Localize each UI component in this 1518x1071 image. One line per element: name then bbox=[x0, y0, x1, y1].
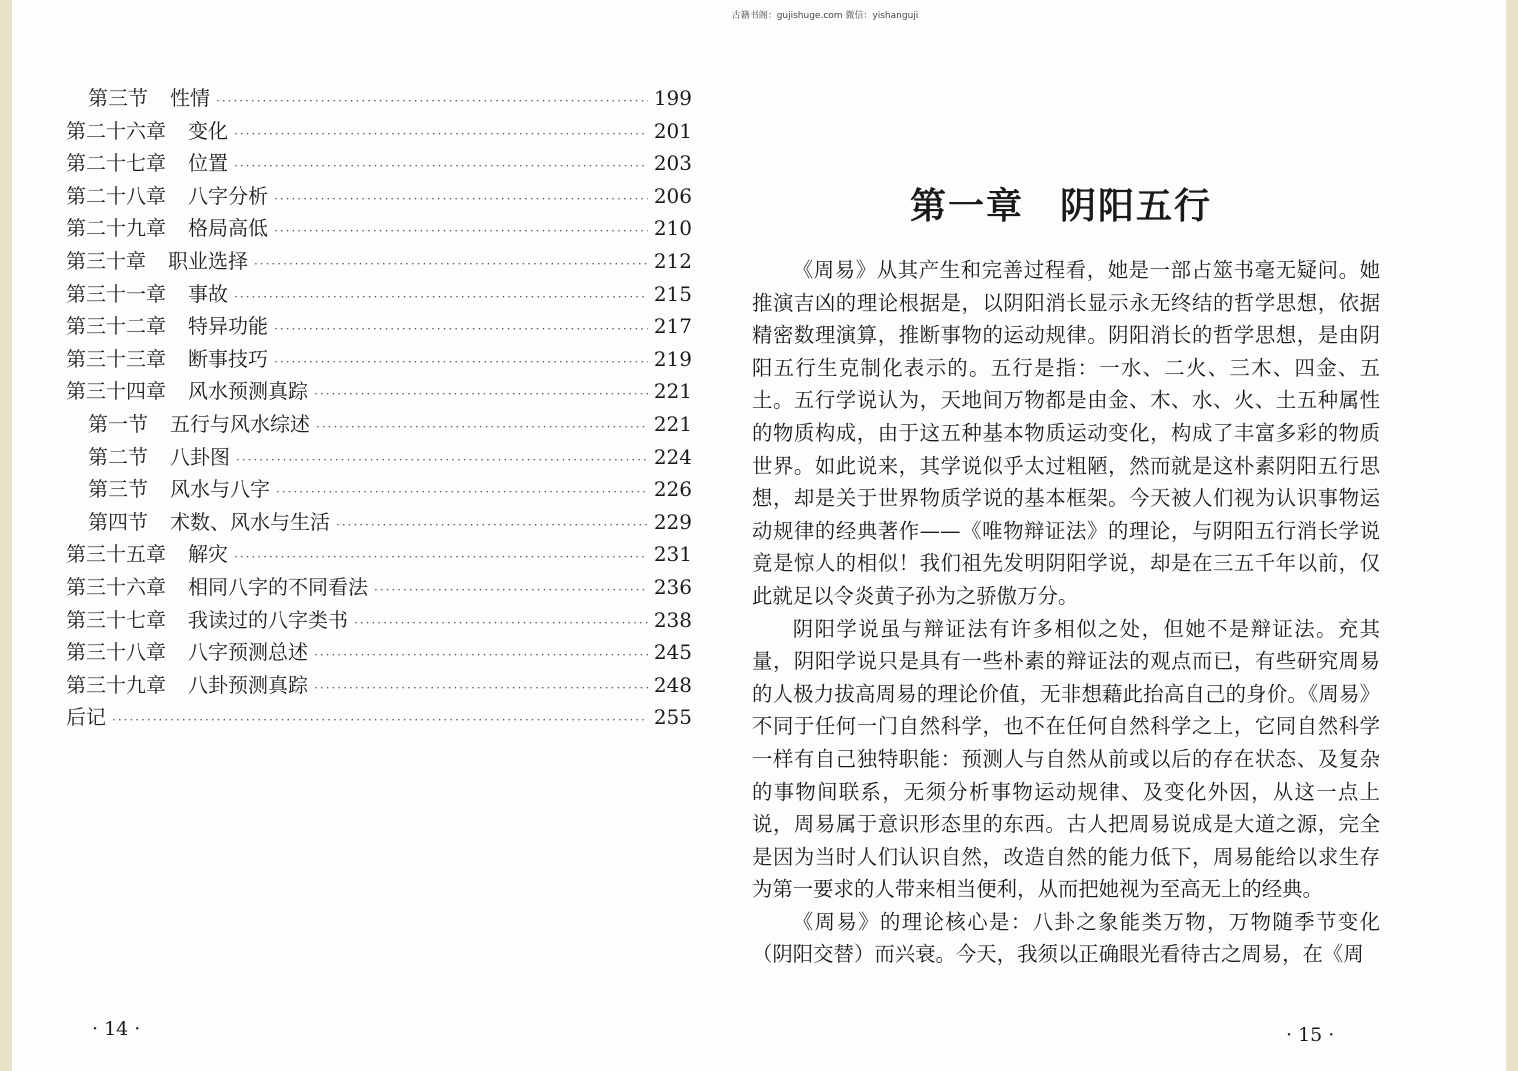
toc-entry-title: 八字分析 bbox=[188, 183, 268, 208]
toc-entry-page: 255 bbox=[653, 705, 692, 730]
toc-entry-page: 231 bbox=[653, 542, 692, 567]
toc-entry-title: 风水预测真踪 bbox=[188, 379, 308, 404]
toc-leader-dots bbox=[354, 607, 648, 640]
toc-leader-dots bbox=[274, 215, 648, 248]
toc-entry bbox=[66, 441, 692, 474]
toc-entry bbox=[66, 669, 692, 702]
toc-entry-title: 特异功能 bbox=[188, 314, 268, 339]
toc-entry-page: 238 bbox=[653, 607, 692, 632]
toc-leader-dots bbox=[274, 183, 648, 216]
toc-entry-chapter: 第三十二章 bbox=[66, 314, 166, 339]
chapter-body bbox=[752, 254, 1380, 971]
toc-entry-page: 210 bbox=[653, 216, 692, 241]
table-of-contents bbox=[66, 82, 692, 734]
toc-entry-title: 格局高低 bbox=[188, 216, 268, 241]
toc-entry-title: 职业选择 bbox=[168, 248, 248, 273]
toc-entry-chapter: 第三十八章 bbox=[66, 640, 166, 665]
toc-entry-title: 位置 bbox=[188, 151, 228, 176]
toc-entry-title: 八卦预测真踪 bbox=[188, 672, 308, 697]
toc-entry-title: 风水与八字 bbox=[170, 477, 270, 502]
toc-entry-page: 245 bbox=[653, 640, 692, 665]
toc-entry-title: 八卦图 bbox=[170, 444, 230, 469]
toc-entry bbox=[66, 278, 692, 311]
toc-entry-chapter: 第三十五章 bbox=[66, 542, 166, 567]
toc-entry bbox=[66, 375, 692, 408]
toc-entry-title: 断事技巧 bbox=[188, 346, 268, 371]
toc-entry bbox=[66, 701, 692, 734]
toc-entry-chapter: 第二节 bbox=[88, 444, 148, 469]
toc-entry-chapter: 第一节 bbox=[88, 411, 148, 436]
toc-entry-page: 248 bbox=[653, 672, 692, 697]
toc-leader-dots bbox=[316, 411, 648, 444]
toc-entry-chapter: 第三十章 bbox=[66, 248, 146, 273]
toc-entry bbox=[66, 538, 692, 571]
toc-entry-page: 229 bbox=[653, 509, 692, 534]
toc-entry-page: 221 bbox=[653, 411, 692, 436]
toc-entry-chapter: 第三十四章 bbox=[66, 379, 166, 404]
toc-entry-chapter: 第二十九章 bbox=[66, 216, 166, 241]
toc-entry-chapter: 第三十三章 bbox=[66, 346, 166, 371]
toc-entry-chapter: 第二十七章 bbox=[66, 151, 166, 176]
toc-entry-chapter: 第二十八章 bbox=[66, 183, 166, 208]
right-page-number: · 15 · bbox=[1286, 1024, 1335, 1046]
toc-entry bbox=[66, 310, 692, 343]
chapter-title: 阴阳五行 bbox=[1060, 185, 1213, 227]
toc-entry bbox=[66, 245, 692, 278]
toc-entry-page: 226 bbox=[653, 477, 692, 502]
toc-entry-chapter: 第三十一章 bbox=[66, 281, 166, 306]
toc-entry-title: 五行与风水综述 bbox=[170, 411, 310, 436]
toc-entry bbox=[66, 147, 692, 180]
toc-leader-dots bbox=[314, 672, 648, 705]
toc-entry-page: 217 bbox=[653, 314, 692, 339]
toc-entry-page: 199 bbox=[653, 86, 692, 110]
toc-leader-dots bbox=[216, 85, 648, 118]
page-edge-left bbox=[0, 0, 12, 1071]
toc-entry-chapter: 第三十六章 bbox=[66, 574, 166, 599]
left-page-number: · 14 · bbox=[92, 1018, 141, 1040]
toc-leader-dots bbox=[254, 248, 648, 281]
toc-entry-chapter: 第三十九章 bbox=[66, 672, 166, 697]
paragraph: 《周易》从其产生和完善过程看，她是一部占筮书毫无疑问。她推演吉凶的理论根据是，以阴阳消长显示永无终结的哲学思想，依据精密数理演算，推断事物的运动规律。阴阳消长的哲学思想，是由阴阳五行生克制化表示的。五行是指：一水、二火、三木、四金、五土。五行学说认为，天地间万物都是由金、木、水、火、土五种属性的物质构成，由于这五种基本物质运动变化，构成了丰富多彩的物质世界。如此说来，其学说似乎太过粗陋，然而就是这朴素阴阳五行思想，却是关于世界物质学说的基本框架。今天被人们视为认识事物运动规律的经典著作——《唯物辩证法》的理论，与阴阳五行消长学说竟是惊人的相似！我们祖先发明阴阳学说，却是在三五千年以前，仅此就足以令炎黄子孙为之骄傲万分。 bbox=[752, 258, 1380, 608]
toc-leader-dots bbox=[374, 574, 648, 607]
toc-leader-dots bbox=[234, 118, 648, 151]
toc-entry-title: 变化 bbox=[188, 118, 228, 143]
toc-entry bbox=[66, 604, 692, 637]
watermark: 古籍书阁：gujishuge.com 微信：yishanguji bbox=[731, 11, 919, 21]
toc-entry-title: 八字预测总述 bbox=[188, 640, 308, 665]
toc-entry bbox=[66, 212, 692, 245]
toc-entry-page: 221 bbox=[653, 379, 692, 404]
toc-entry-chapter: 第三节 bbox=[88, 477, 148, 502]
chapter-number: 第一章 bbox=[910, 185, 1025, 227]
toc-leader-dots bbox=[234, 541, 648, 574]
toc-leader-dots bbox=[234, 281, 648, 314]
toc-entry bbox=[66, 82, 692, 115]
toc-entry-title: 事故 bbox=[188, 281, 228, 306]
toc-entry-page: 219 bbox=[653, 346, 692, 371]
toc-entry-title: 解灾 bbox=[188, 542, 228, 567]
toc-leader-dots bbox=[236, 444, 648, 477]
toc-entry-title: 相同八字的不同看法 bbox=[188, 574, 368, 599]
toc-entry-page: 236 bbox=[653, 574, 692, 599]
toc-entry bbox=[66, 506, 692, 539]
toc-entry bbox=[66, 180, 692, 213]
paragraph: 阴阳学说虽与辩证法有许多相似之处，但她不是辩证法。充其量，阴阳学说只是具有一些朴素的辩证法的观点而已，有些研究周易的人极力拔高周易的理论价值，无非想藉此抬高自己的身价。《周易》不同于任何一门自然科学，也不在任何自然科学之上，它同自然科学一样有自己独特职能：预测人与自然从前或以后的存在状态、及复杂的事物间联系，无须分析事物运动规律、及变化外因，从这一点上说，周易属于意识形态里的东西。古人把周易说成是大道之源，完全是因为当时人们认识自然，改造自然的能力低下，周易能给以求生存为第一要求的人带来相当便利，从而把她视为至高无上的经典。 bbox=[752, 616, 1380, 902]
toc-entry-page: 224 bbox=[653, 444, 692, 469]
toc-entry-chapter: 第三十七章 bbox=[66, 607, 166, 632]
toc-entry-page: 206 bbox=[653, 183, 692, 208]
toc-leader-dots bbox=[314, 639, 648, 672]
toc-entry-page: 212 bbox=[653, 248, 692, 273]
chapter-heading bbox=[910, 178, 1230, 229]
toc-entry bbox=[66, 343, 692, 376]
toc-entry-title: 后记 bbox=[66, 705, 106, 730]
toc-entry bbox=[66, 473, 692, 506]
toc-entry-chapter: 第二十六章 bbox=[66, 118, 166, 143]
toc-entry-page: 201 bbox=[653, 118, 692, 143]
toc-entry-page: 215 bbox=[653, 281, 692, 306]
toc-entry-page: 203 bbox=[653, 151, 692, 176]
toc-entry-title: 我读过的八字类书 bbox=[188, 607, 348, 632]
toc-leader-dots bbox=[274, 346, 648, 379]
page-edge-right bbox=[1506, 0, 1518, 1071]
toc-entry bbox=[66, 571, 692, 604]
toc-leader-dots bbox=[274, 313, 648, 346]
toc-entry-chapter: 第四节 bbox=[88, 509, 148, 534]
toc-leader-dots bbox=[336, 509, 648, 542]
paragraph: 《周易》的理论核心是：八卦之象能类万物，万物随季节变化（阴阳交替）而兴衰。今天，我须以正确眼光看待古之周易，在《周 bbox=[752, 909, 1380, 967]
toc-leader-dots bbox=[314, 378, 648, 411]
toc-leader-dots bbox=[276, 476, 648, 509]
toc-leader-dots bbox=[112, 704, 648, 737]
toc-entry bbox=[66, 636, 692, 669]
toc-entry-title: 术数、风水与生活 bbox=[170, 509, 330, 534]
toc-entry bbox=[66, 115, 692, 148]
toc-entry-chapter: 第三节 bbox=[88, 86, 148, 110]
toc-entry-title: 性情 bbox=[170, 86, 210, 110]
toc-leader-dots bbox=[234, 150, 648, 183]
toc-entry bbox=[66, 408, 692, 441]
